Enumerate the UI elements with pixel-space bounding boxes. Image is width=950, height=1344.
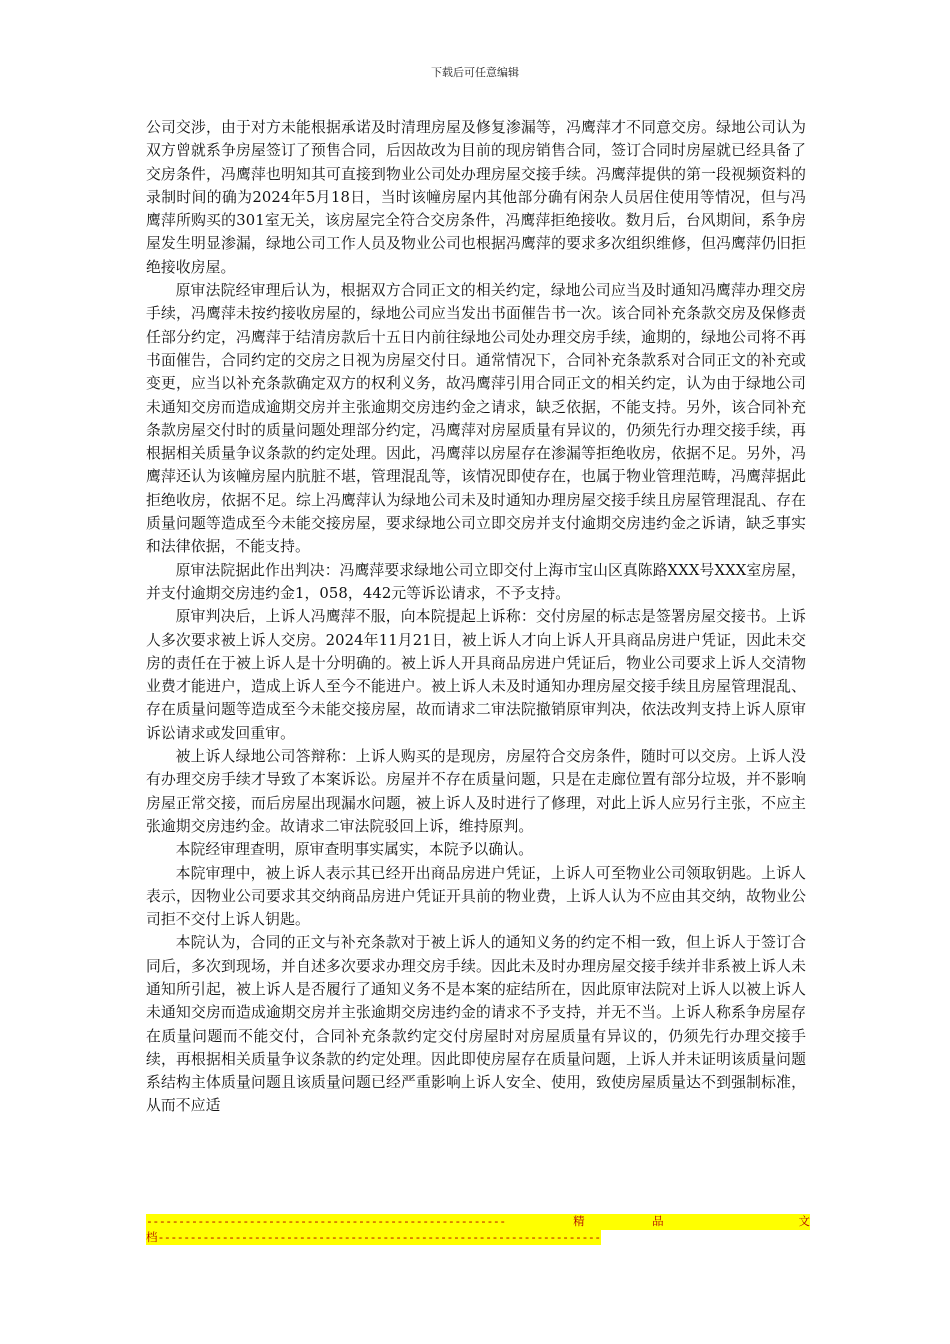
- paragraph: 被上诉人绿地公司答辩称：上诉人购买的是现房，房屋符合交房条件，随时可以交房。上诉人没有办理交房手续才导致了本案诉讼。房屋并不存在质量问题，只是在走廊位置有部分垃圾，并不影响房屋正常交接，而后房屋出现漏水问题，被上诉人及时进行了修理，对此上诉人应另行主张，不应主张逾期交房违约金。故请求二审法院驳回上诉，维持原判。: [146, 748, 806, 835]
- paragraph: 本院经审理查明，原审查明事实属实，本院予以确认。: [175, 841, 534, 859]
- paragraph: 原审法院经审理后认为，根据双方合同正文的相关约定，绿地公司应当及时通知冯鹰萍办理交房手续，冯鹰萍未按约接收房屋的，绿地公司应当发出书面催告书一次。该合同补充条款交房及保修责任部分约定，冯鹰萍于结清房款后十五日内前往绿地公司处办理交房手续，逾期的，绿地公司将不再书面催告，合同约定的交房之日视为房屋交付日。通常情况下，合同补充条款系对合同正文的补充或变更，应当以补充条款确定双方的权利义务，故冯鹰萍引用合同正文的相关约定，认为由于绿地公司未通知交房而造成逾期交房并主张逾期交房违约金之请求，缺乏依据，不能支持。另外，该合同补充条款房屋交付时的质量问题处理部分约定，冯鹰萍对房屋质量有异议的，仍须先行办理交接手续，再根据相关质量争议条款的约定处理。因此，冯鹰萍以房屋存在渗漏等拒绝收房，依据不足。另外，冯鹰萍还认为该幢房屋内肮脏不堪，管理混乱等，该情况即使存在，也属于物业管理范畴，冯鹰萍据此拒绝收房，依据不足。综上冯鹰萍认为绿地公司未及时通知办理房屋交接手续且房屋管理混乱、存在质量问题等造成至今未能交接房屋，要求绿地公司立即交房并支付逾期交房违约金之诉请，缺乏事实和法律依据，不能支持。: [146, 282, 806, 556]
- footer-line-1: [146, 1214, 810, 1230]
- footer-line-2: [146, 1230, 601, 1246]
- footer-char: 文: [798, 1214, 810, 1228]
- paragraph: 原审法院据此作出判决：冯鹰萍要求绿地公司立即交付上海市宝山区真陈路XXX号XXX室房屋，并支付逾期交房违约金1，058，442元等诉讼请求，不予支持。: [146, 561, 806, 602]
- document-body: [146, 116, 806, 1118]
- page-header: 下载后可任意编辑: [431, 66, 519, 79]
- footer-dashes: ---------------------------------------------------------------------: [157, 1229, 601, 1244]
- footer-dashes: --------------------------------------------------------: [146, 1214, 506, 1228]
- paragraph: 原审判决后，上诉人冯鹰萍不服，向本院提起上诉称：交付房屋的标志是签署房屋交接书。上诉人多次要求被上诉人交房。2024年11月21日，被上诉人才向上诉人开具商品房进户凭证，因此未交房的责任在于被上诉人是十分明确的。被上诉人开具商品房进户凭证后，物业公司要求上诉人交清物业费才能进户，造成上诉人至今不能进户。被上诉人未及时通知办理房屋交接手续且房屋管理混乱、存在质量问题等造成至今未能交接房屋，故而请求二审法院撤销原审判决，依法改判支持上诉人原审诉讼请求或发回重审。: [146, 608, 806, 742]
- paragraph: 本院审理中，被上诉人表示其已经开出商品房进户凭证，上诉人可至物业公司领取钥匙。上诉人表示，因物业公司要求其交纳商品房进户凭证开具前的物业费，上诉人认为不应由其交纳，故物业公司拒不交付上诉人钥匙。: [146, 864, 806, 929]
- paragraph: 公司交涉，由于对方未能根据承诺及时清理房屋及修复渗漏等，冯鹰萍才不同意交房。绿地公司认为双方曾就系争房屋签订了预售合同，后因故改为目前的现房销售合同，签订合同时房屋就已经具备了交房条件，冯鹰萍也明知其可直接到物业公司处办理房屋交接手续。冯鹰萍提供的第一段视频资料的录制时间的确为2024年5月18日，当时该幢房屋内其他部分确有闲杂人员居住使用等情况，但与冯鹰萍所购买的301室无关，该房屋完全符合交房条件，冯鹰萍拒绝接收。数月后，台风期间，系争房屋发生明显渗漏，绿地公司工作人员及物业公司也根据冯鹰萍的要求多次组织维修，但冯鹰萍仍旧拒绝接收房屋。: [146, 119, 806, 276]
- footer-char: 精: [573, 1214, 585, 1228]
- footer-char: 档: [146, 1229, 158, 1244]
- footer-banner: [146, 1214, 810, 1245]
- paragraph: 本院认为，合同的正文与补充条款对于被上诉人的通知义务的约定不相一致，但上诉人于签订合同后，多次到现场，并自述多次要求办理交房手续。因此未及时办理房屋交接手续并非系被上诉人未通知所引起，被上诉人是否履行了通知义务不是本案的症结所在，因此原审法院对上诉人以被上诉人未通知交房而造成逾期交房并主张逾期交房违约金的请求不予支持，并无不当。上诉人称系争房屋存在质量问题而不能交付，合同补充条款约定交付房屋时对房屋质量有异议的，仍须先行办理交接手续，再根据相关质量争议条款的约定处理。因此即使房屋存在质量问题，上诉人并未证明该质量问题系结构主体质量问题且该质量问题已经严重影响上诉人安全、使用，致使房屋质量达不到强制标准，从而不应适: [146, 934, 806, 1115]
- footer-char: 品: [652, 1214, 664, 1228]
